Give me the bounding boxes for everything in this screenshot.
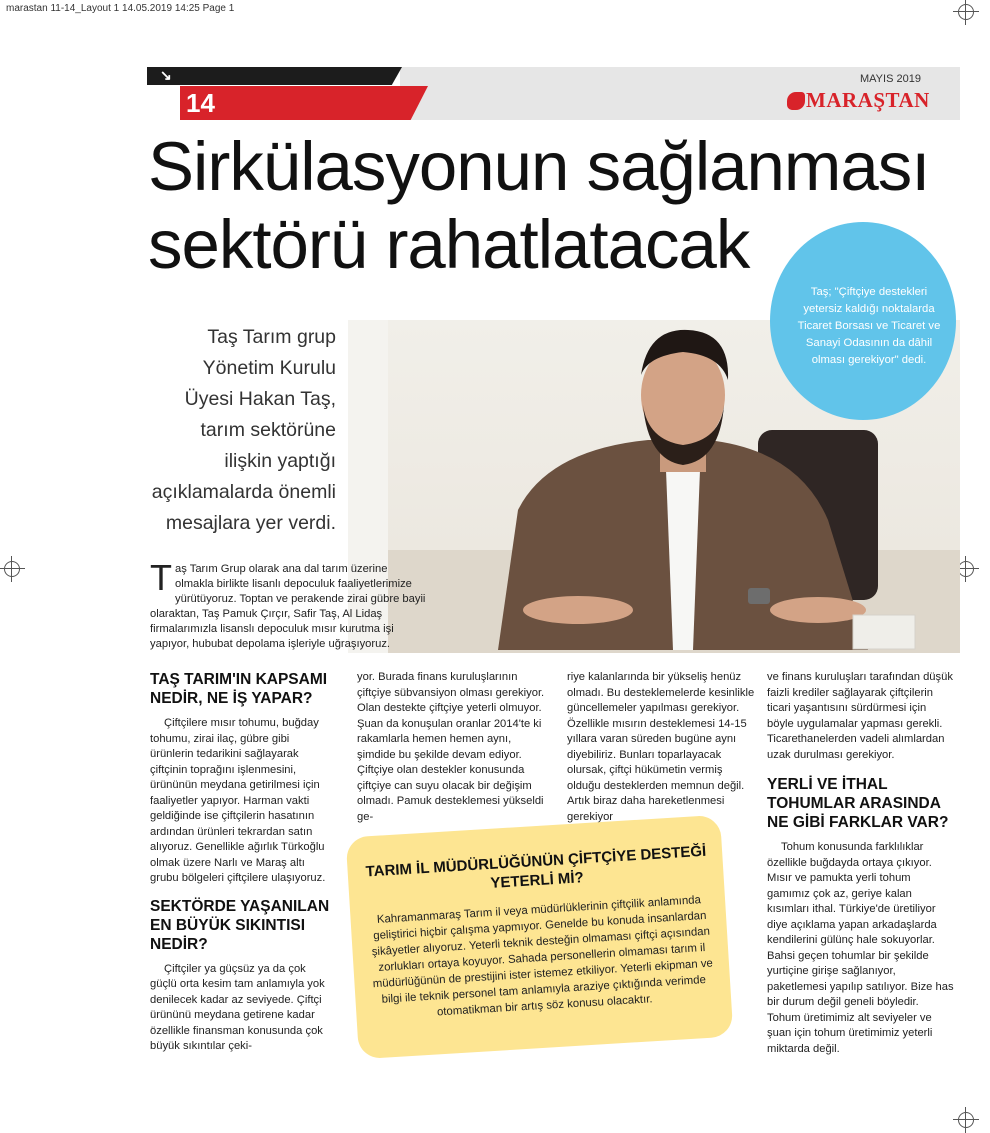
column-1 — [150, 670, 334, 1055]
print-slug: marastan 11-14_Layout 1 14.05.2019 14:25 Page 1 — [6, 3, 235, 14]
column-4 — [767, 670, 955, 1057]
header-red-bar — [180, 86, 428, 120]
highlight-box-body: Kahramanmaraş Tarım il veya müdürlüklerinin çiftçilik anlamında geliştirici hiçbir çalışma yapmıyor. Genelde bu konuda insanlardan şikâyetler alıyoruz. Yeterli teknik desteğin olmaması çiftçi açısından zorlukları ortaya koyuyor. Sahada personellerin olmaması tarım il müdürlüğünün de prestijini ister istemez etkiliyor. Yeterli ekipman ve bilgi ile teknik personel tam anlamıyla araziye çıktığında verimde otomatikman bir artış söz konusu olacaktır. — [371, 894, 714, 1019]
col3-paragraph-1: riye kalanlarında bir yükseliş henüz olmadı. Bu desteklemelerde kesinlikle güncellemeler yapılması gerekiyor. Özellikle mısırın desteklemesi 14-15 yıllara varan süreden bugüne aynı diyebiliriz. Bunları toparlayacak olursak, çiftçi hükümetin vermiş olduğu desteklerden memnun değil. Artık biraz daha hareketlenmesi gerekiyor — [567, 671, 755, 823]
brand-logo-icon — [787, 92, 805, 110]
crop-mark-icon — [958, 1112, 974, 1128]
col1-paragraph-1: Çiftçilere mısır tohumu, buğday tohumu, zirai ilaç, gübre gibi ürünlerin tedarikini sağlayarak çiftçinin toprağını işlenmesini, ürününün meydana getirilmesi için faaliyetler yapıyor. Harman vakti geldiğinde ise çiftçilerin hasatının ardından ürünleri tekrardan satın alıyoruz. Genellikle ağırlık Türkoğlu olmak üzere Narlı ve Maraş altı grubu bölgeleri çiftçilere ulaşıyoruz. — [150, 717, 326, 884]
col4-paragraph-2: Tohum konusunda farklılıklar özellikle buğdayda ortaya çıkıyor. Mısır ve pamukta yerli tohum gamımız çok az, geriye kalan kısımları ithal. Türkiye'de üretiliyor diye açıklama yapan arkadaşlarda kendilerini gülünç hale sokuyorlar. Bahsi geçen tohumlar bir şekilde yurtiçine girişe sağlanıyor, paketlemesi yapılıp satılıyor. Bize has bir durum değil geneli böyledir. Tohum üretimimiz alt seviyeler ve şuan için tohum üretimimiz yeterli miktarda değil. — [767, 841, 954, 1055]
intro-text: Taş Tarım grup Yönetim Kurulu Üyesi Hakan Taş, tarım sektörüne ilişkin yaptığı açıklamalarda önemli mesajlara yer verdi. — [151, 326, 336, 534]
lead-text: aş Tarım Grup olarak ana dal tarım üzerine olmakla birlikte lisanlı depoculuk faaliyetlerimize yürütüyoruz. Toptan ve perakende zirai gübre bayii olaraktan, Taş Pamuk Çırçır, Safir Taş, Al Lidaş firmalarımızla lisanslı depoculuk mısır kurutma işi yapıyor, hububat depolama işleriyle uğraşıyoruz. — [150, 563, 426, 650]
headline-line-2: sektörü rahatlatacak — [148, 206, 750, 283]
brand-name: MARAŞTAN — [806, 88, 930, 112]
issue-date: MAYIS 2019 — [860, 73, 921, 85]
col4-paragraph-1: ve finans kuruluşları tarafından düşük faizli krediler sağlayarak çiftçilerin ticari yaşantısını sürdürmesi için böyle uygulamalar yapması gerekli. Ticarethanelerden vadeli alımlardan uzak durulması gerekiyor. — [767, 671, 953, 761]
subheading-seeds: YERLİ VE İTHAL TOHUMLAR ARASINDA NE GİBİ FARKLAR VAR? — [767, 776, 949, 831]
header-black-bar — [147, 67, 402, 85]
subheading-scope: TAŞ TARIM'IN KAPSAMI NEDİR, NE İŞ YAPAR? — [150, 671, 328, 707]
crop-mark-icon — [4, 561, 20, 577]
col2-paragraph-1: yor. Burada finans kuruluşlarının çiftçiye sübvansiyon olması gerekiyor. Olan destekte çiftçiye yeterli olmuyor. Şuan da konuşulan oranlar 2014'te ki rakamlarla hemen hemen aynı, şimdide bu şekilde devam ediyor. Çiftçiye olan destekler konusunda çiftçiye can suyu olacak bir değişim olmadı. Pamuk desteklemesi yükseldi ge- — [357, 671, 545, 823]
subheading-problem: SEKTÖRDE YAŞANILAN EN BÜYÜK SIKINTISI NEDİR? — [150, 897, 330, 953]
crop-mark-icon — [958, 4, 974, 20]
lead-paragraph — [150, 557, 428, 652]
col1-paragraph-2: Çiftçiler ya güçsüz ya da çok güçlü orta kesim tam anlamıyla yok denilecek kadar az seviyede. Çiftçi ürününü meydana getirene kadar özellikle finansman konusunda çok büyük sıkıntılar çeki- — [150, 962, 325, 1052]
pull-quote: Taş; "Çiftçiye destekleri yetersiz kaldığı noktalarda Ticaret Borsası ve Ticaret ve Sanayi Odasının da dâhil olması gerekiyor" dedi. — [797, 286, 941, 366]
column-2 — [357, 670, 545, 825]
column-3 — [567, 670, 755, 825]
arrow-down-right-icon: ↘ — [160, 67, 172, 83]
highlight-box-content — [361, 832, 719, 1025]
crop-mark-icon — [958, 561, 974, 577]
drop-cap: T — [150, 557, 172, 598]
headline-line-1: Sirkülasyonun sağlanması — [148, 128, 930, 205]
page-number: 14 — [186, 88, 215, 118]
highlight-box-title: TARIM İL MÜDÜRLÜĞÜNÜN ÇİFTÇİYE DESTEĞİ YETERLİ Mİ? — [365, 842, 707, 892]
